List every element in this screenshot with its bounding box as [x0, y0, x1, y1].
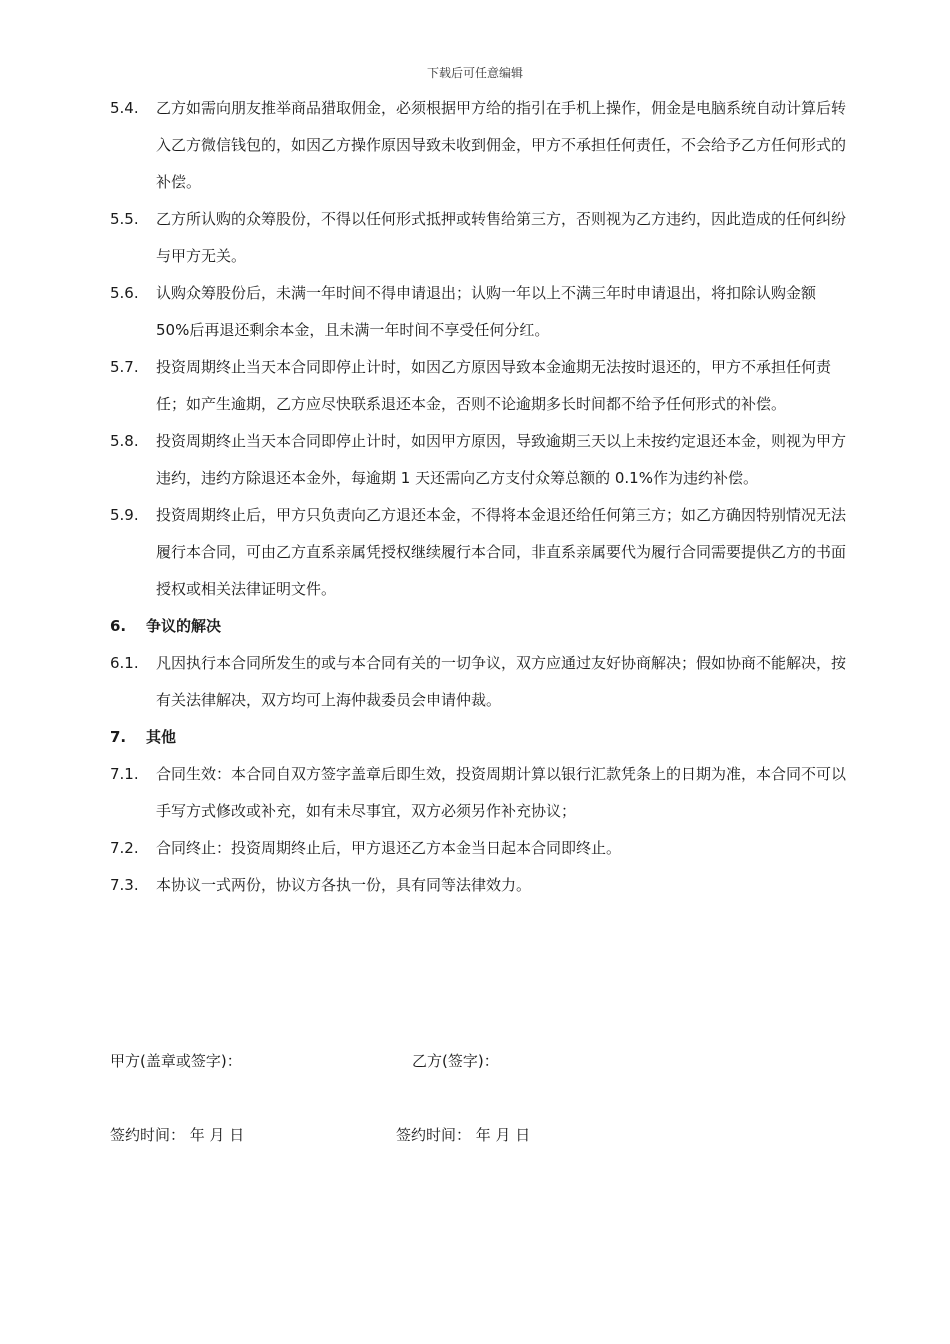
clause-text: 乙方所认购的众筹股份，不得以任何形式抵押或转售给第三方，否则视为乙方违约，因此造成的任何纠纷与甲方无关。	[156, 210, 847, 265]
clause-5-9	[110, 497, 850, 608]
clause-text: 投资周期终止当天本合同即停止计时，如因乙方原因导致本金逾期无法按时退还的，甲方不承担任何责任；如产生逾期，乙方应尽快联系退还本金，否则不论逾期多长时间都不给予任何形式的补偿。	[156, 358, 832, 413]
clause-number: 5.4.	[110, 99, 139, 117]
clause-7-2	[110, 830, 850, 867]
clause-number: 5.6.	[110, 284, 139, 302]
clause-text: 投资周期终止当天本合同即停止计时，如因甲方原因，导致逾期三天以上未按约定退还本金，则视为甲方违约，违约方除退还本金外，每逾期 1 天还需向乙方支付众筹总额的 0.1%作为违约补偿。	[156, 432, 847, 487]
contract-body	[110, 90, 850, 904]
clause-number: 6.1.	[110, 654, 139, 672]
clause-5-5	[110, 201, 850, 275]
section-number: 7.	[110, 728, 127, 746]
party-b-signature-label: 乙方(签字)：	[412, 1052, 499, 1070]
clause-text: 合同终止：投资周期终止后，甲方退还乙方本金当日起本合同即终止。	[156, 839, 622, 857]
section-number: 6.	[110, 617, 127, 635]
clause-5-7	[110, 349, 850, 423]
section-title: 争议的解决	[146, 617, 222, 635]
clause-number: 5.9.	[110, 506, 139, 524]
clause-number: 7.1.	[110, 765, 139, 783]
clause-5-8	[110, 423, 850, 497]
section-heading-6	[110, 608, 850, 645]
party-a-signature-label: 甲方(盖章或签字)：	[110, 1052, 242, 1070]
party-a-date-label: 签约时间： 年 月 日	[110, 1126, 245, 1144]
page-header: 下载后可任意编辑	[426, 66, 523, 80]
clause-text: 合同生效：本合同自双方签字盖章后即生效，投资周期计算以银行汇款凭条上的日期为准，本合同不可以手写方式修改或补充，如有未尽事宜，双方必须另作补充协议；	[156, 765, 847, 820]
clause-6-1	[110, 645, 850, 719]
clause-5-6	[110, 275, 850, 349]
clause-number: 7.2.	[110, 839, 139, 857]
clause-text: 凡因执行本合同所发生的或与本合同有关的一切争议，双方应通过友好协商解决；假如协商不能解决，按有关法律解决，双方均可上海仲裁委员会申请仲裁。	[156, 654, 847, 709]
clause-number: 5.8.	[110, 432, 139, 450]
clause-7-1	[110, 756, 850, 830]
clause-number: 5.7.	[110, 358, 139, 376]
clause-text: 本协议一式两份，协议方各执一份，具有同等法律效力。	[156, 876, 532, 894]
party-b-date-label: 签约时间： 年 月 日	[396, 1126, 531, 1144]
clause-text: 认购众筹股份后，未满一年时间不得申请退出；认购一年以上不满三年时申请退出，将扣除认购金额 50%后再退还剩余本金，且未满一年时间不享受任何分红。	[156, 284, 817, 339]
clause-text: 乙方如需向朋友推举商品猎取佣金，必须根据甲方给的指引在手机上操作，佣金是电脑系统自动计算后转入乙方微信钱包的，如因乙方操作原因导致未收到佣金，甲方不承担任何责任，不会给予乙方任何形式的补偿。	[156, 99, 847, 191]
clause-text: 投资周期终止后，甲方只负责向乙方退还本金，不得将本金退还给任何第三方；如乙方确因特别情况无法履行本合同，可由乙方直系亲属凭授权继续履行本合同，非直系亲属要代为履行合同需要提供乙方的书面授权或相关法律证明文件。	[156, 506, 847, 598]
section-title: 其他	[146, 728, 177, 746]
section-heading-7	[110, 719, 850, 756]
clause-number: 5.5.	[110, 210, 139, 228]
clause-5-4	[110, 90, 850, 201]
clause-7-3	[110, 867, 850, 904]
clause-number: 7.3.	[110, 876, 139, 894]
